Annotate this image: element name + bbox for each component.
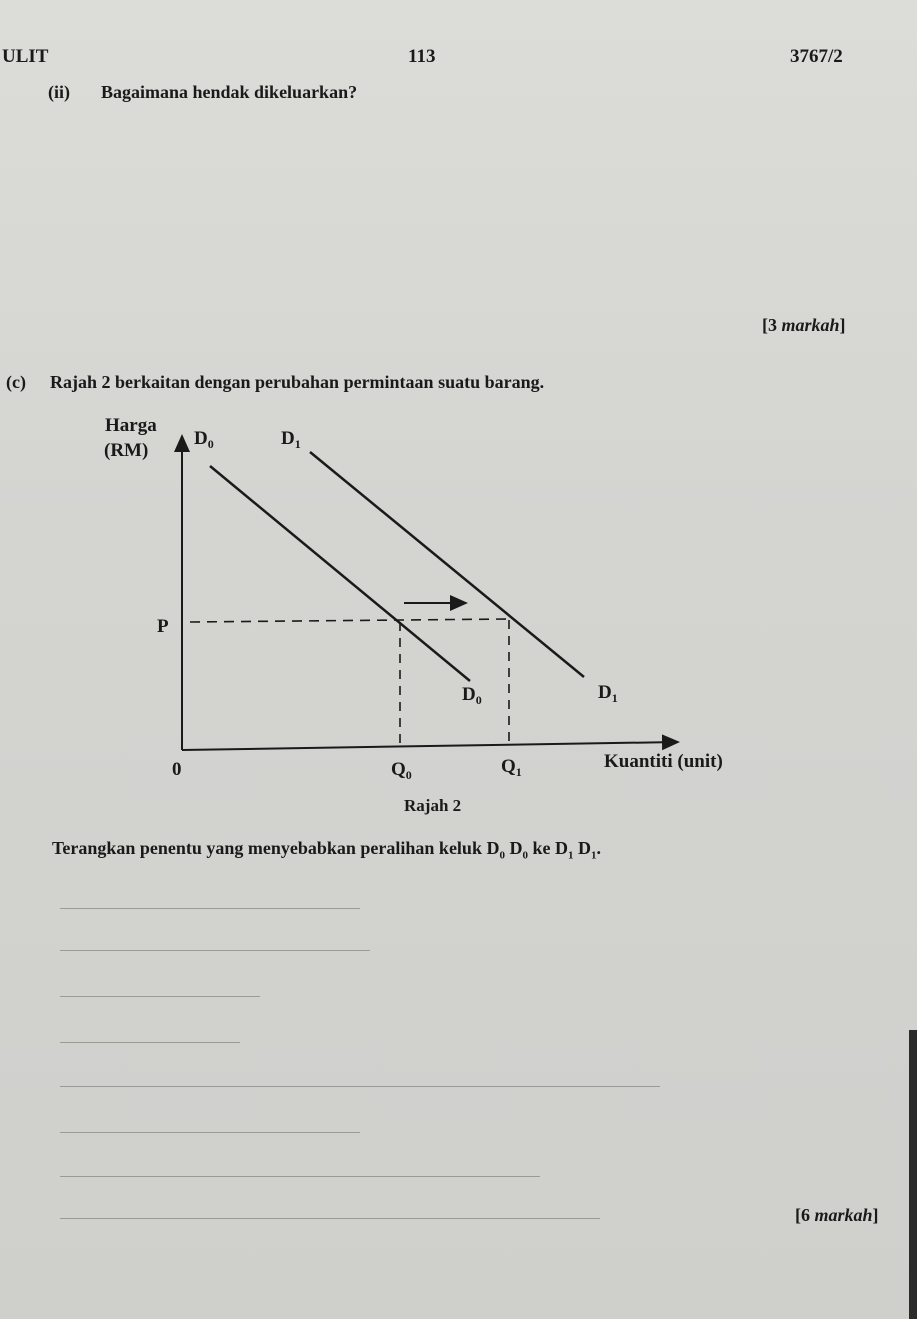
part-ii-label: (ii) [48,82,70,102]
answer-line [60,1042,240,1043]
d0-top-label: $D_0$ [194,428,214,451]
origin-label: 0 [172,759,182,780]
part-ii-question: Bagaimana hendak dikeluarkan? [101,82,358,102]
x-axis [182,742,678,750]
y-axis-label-line2: (RM) [104,440,149,461]
answer-line [60,908,360,909]
d1-bottom-label: $D_1$ [598,682,618,705]
answer-line [60,996,260,997]
answer-line [60,1132,360,1133]
answer-line [60,1176,540,1177]
d0-bottom-label: $D_0$ [462,684,482,707]
y-axis-label-line1: Harga [105,415,157,436]
q0-label: $Q_0$ [391,759,412,782]
demand-curve-d0 [210,466,470,681]
price-label: P [157,616,169,637]
q1-label: $Q_1$ [501,756,522,779]
header-left-text: ULIT [2,46,49,67]
answer-line [60,1086,660,1087]
part-c-intro: Rajah 2 berkaitan dengan perubahan permintaan suatu barang. [50,372,545,392]
part-ii-marks: [3 markah] [762,315,846,335]
paper-code: 3767/2 [790,46,843,67]
d1-top-label: $D_1$ [281,428,301,451]
page-edge-shadow [909,1030,917,1319]
price-dashed-line [190,619,509,622]
demand-curve-d1 [310,452,584,677]
x-axis-label: Kuantiti (unit) [604,751,723,772]
part-c-label: (c) [6,372,26,392]
answer-line [60,1218,600,1219]
answer-line [60,950,370,951]
question-c-marks: [6 markah] [795,1205,879,1225]
diagram-caption: Rajah 2 [404,796,462,815]
question-c-text: Terangkan penentu yang menyebabkan peralihan keluk $D_0$ $D_0$ ke $D_1$ $D_1$. [52,838,601,862]
page-number: 113 [408,46,436,67]
